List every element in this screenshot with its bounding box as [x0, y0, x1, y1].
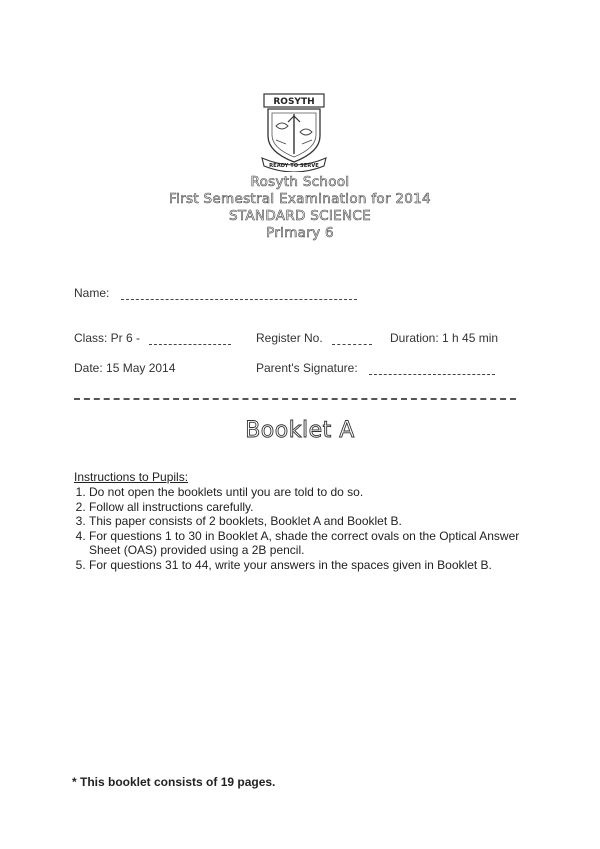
school-name: Rosyth School — [250, 174, 350, 190]
register-blank[interactable] — [332, 334, 372, 345]
class-field — [74, 331, 231, 345]
exam-title-block — [0, 174, 600, 242]
svg-text:ROSYTH: ROSYTH — [273, 97, 315, 107]
instruction-item: 1. Do not open the booklets until you are told to do so. — [89, 485, 534, 500]
class-label: Class: Pr 6 - — [74, 331, 141, 345]
register-field — [256, 331, 372, 345]
name-blank[interactable] — [121, 289, 357, 300]
exam-name: First Semestral Examination for 2014 — [169, 191, 431, 207]
instructions-list — [74, 485, 534, 572]
name-field — [74, 286, 357, 300]
instruction-item: 4. For questions 1 to 30 in Booklet A, shade the correct ovals on the Optical Answer Sheet (OAS) provided using a 2B pencil. — [89, 529, 534, 558]
instruction-item: 3. This paper consists of 2 booklets, Booklet A and Booklet B. — [89, 514, 534, 529]
parent-signature-label: Parent's Signature: — [256, 361, 358, 375]
date-text: Date: 15 May 2014 — [74, 361, 176, 375]
parent-signature-field — [256, 361, 495, 375]
instruction-item: 2. Follow all instructions carefully. — [89, 500, 534, 515]
instructions-heading: Instructions to Pupils: — [74, 470, 189, 484]
register-label: Register No. — [256, 331, 323, 345]
name-label: Name: — [74, 286, 110, 300]
school-crest-logo — [258, 92, 330, 172]
duration-text: Duration: 1 h 45 min — [390, 331, 499, 345]
instruction-item: 5. For questions 31 to 44, write your answers in the spaces given in Booklet B. — [89, 558, 534, 573]
level-name: Primary 6 — [266, 225, 334, 241]
booklet-title: Booklet A — [245, 418, 355, 443]
parent-signature-blank[interactable] — [369, 364, 495, 375]
instructions-section — [74, 470, 534, 572]
page-count-note: * This booklet consists of 19 pages. — [72, 775, 276, 789]
class-blank[interactable] — [149, 334, 231, 345]
divider-line — [74, 398, 516, 400]
subject-name: STANDARD SCIENCE — [229, 208, 371, 224]
svg-text:READY TO SERVE: READY TO SERVE — [269, 163, 319, 169]
